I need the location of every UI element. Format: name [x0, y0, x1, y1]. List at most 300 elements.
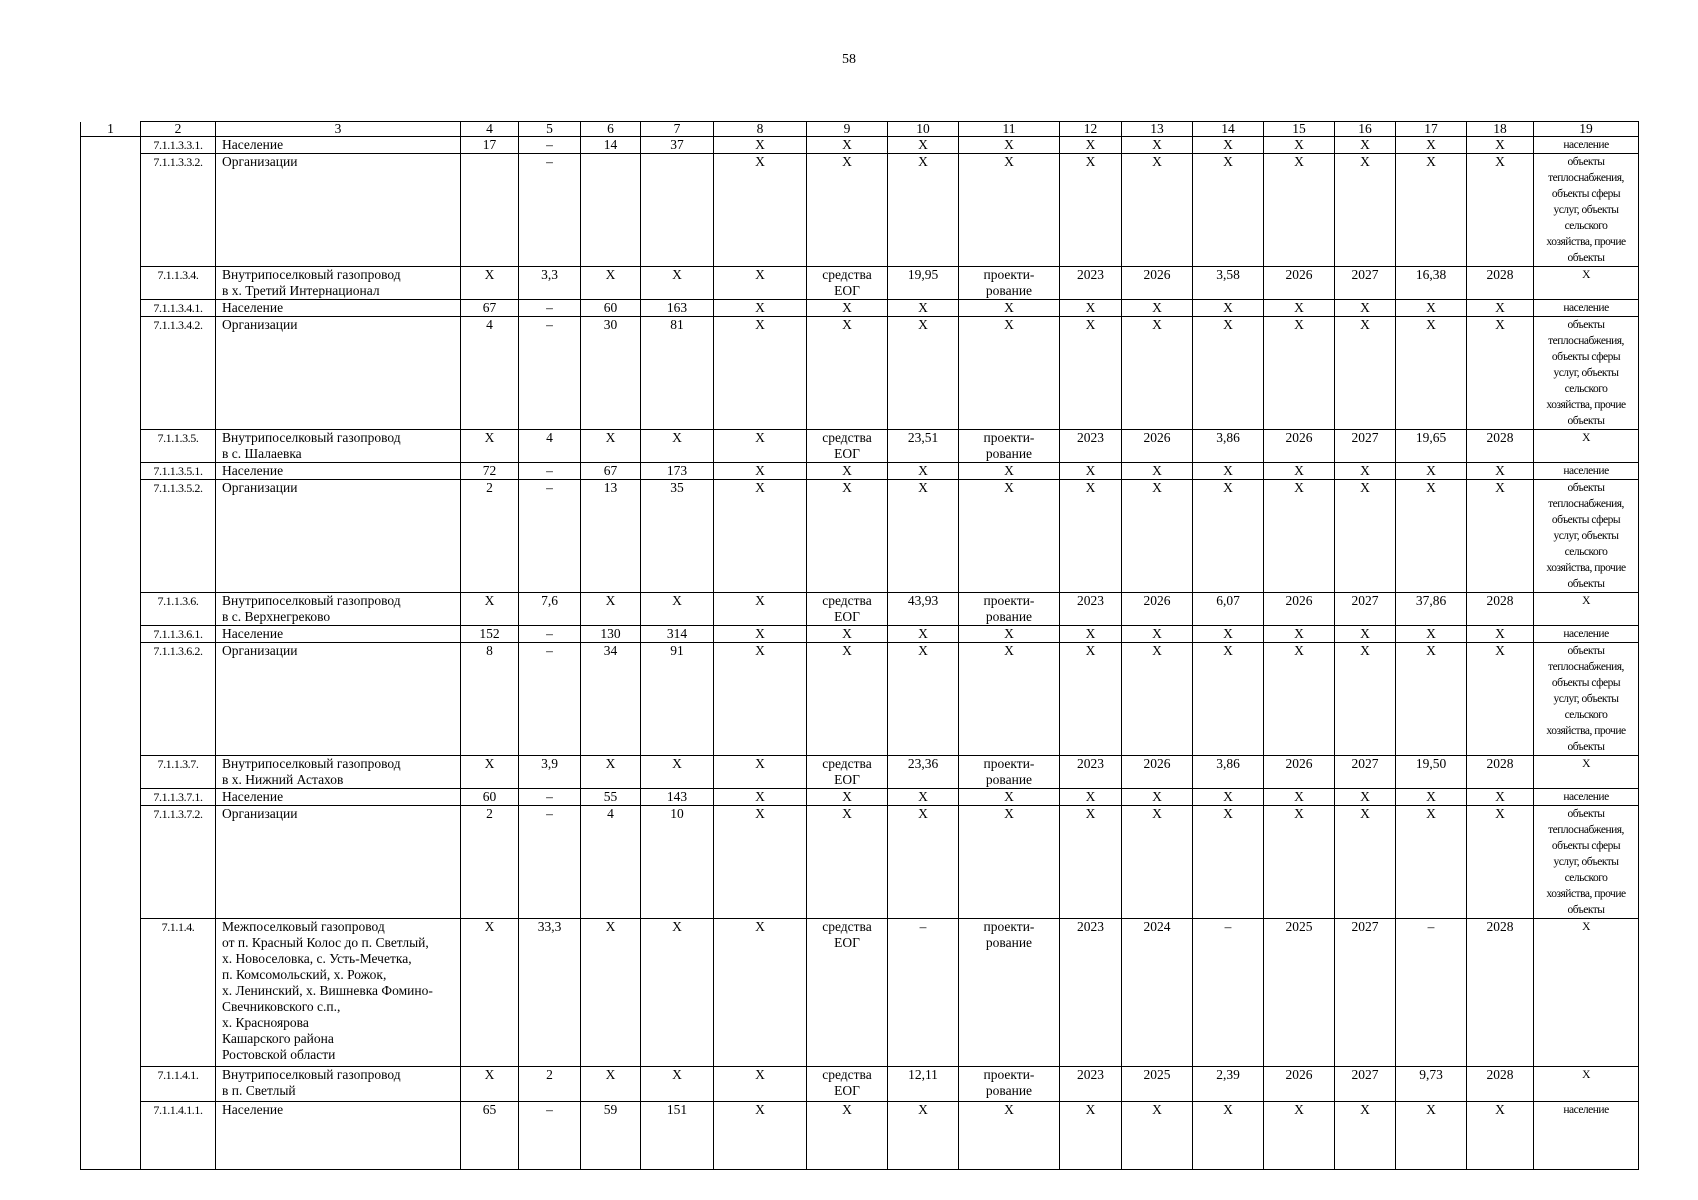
table-cell: Внутрипоселковый газопровод в п. Светлый: [216, 1067, 461, 1102]
table-cell: X: [888, 154, 959, 267]
table-cell: [461, 154, 519, 267]
table-cell: X: [1264, 480, 1335, 593]
table-cell: X: [807, 317, 888, 430]
table-cell: X: [1264, 806, 1335, 919]
table-cell: средства ЕОГ: [807, 756, 888, 789]
table-cell: X: [714, 919, 807, 1067]
table-cell: X: [959, 480, 1060, 593]
table-cell: проекти- рование: [959, 430, 1060, 463]
table-cell: 37: [641, 137, 714, 154]
table-cell: X: [641, 1067, 714, 1102]
table-cell: 7,6: [519, 593, 581, 626]
table-cell: X: [461, 919, 519, 1067]
table-cell: X: [888, 137, 959, 154]
table-cell: объекты теплоснабжения, объекты сферы услуг, объекты сельского хозяйства, прочие объекты: [1534, 154, 1639, 267]
table-cell: X: [714, 806, 807, 919]
table-cell: X: [714, 430, 807, 463]
table-cell: –: [519, 137, 581, 154]
table-cell: X: [461, 756, 519, 789]
table-cell: средства ЕОГ: [807, 919, 888, 1067]
table-cell: 314: [641, 626, 714, 643]
table-cell: 2023: [1060, 1067, 1122, 1102]
table-cell: X: [1396, 463, 1467, 480]
table-cell: X: [807, 789, 888, 806]
table-row: [81, 806, 1639, 919]
table-cell: X: [1060, 463, 1122, 480]
table-cell: X: [581, 1067, 641, 1102]
table-cell: X: [1396, 626, 1467, 643]
table-cell: Внутрипоселковый газопровод в с. Шалаевка: [216, 430, 461, 463]
table-cell: Население: [216, 463, 461, 480]
table-cell: X: [641, 756, 714, 789]
table-cell: X: [959, 643, 1060, 756]
table-cell: 7.1.1.4.1.1.: [141, 1102, 216, 1170]
empty-cell: [81, 1067, 141, 1102]
table-cell: X: [1534, 756, 1639, 789]
table-cell: X: [1467, 154, 1534, 267]
table-cell: X: [714, 789, 807, 806]
table-cell: 7.1.1.3.7.2.: [141, 806, 216, 919]
table-cell: X: [1467, 137, 1534, 154]
table-cell: 7.1.1.4.1.: [141, 1067, 216, 1102]
table-cell: X: [641, 430, 714, 463]
empty-cell: [81, 154, 141, 267]
table-cell: X: [1467, 463, 1534, 480]
table-cell: X: [1534, 430, 1639, 463]
table-cell: 13: [581, 480, 641, 593]
table-cell: X: [1396, 806, 1467, 919]
table-cell: X: [888, 463, 959, 480]
table-cell: X: [1467, 806, 1534, 919]
column-header: 6: [581, 122, 641, 137]
table-cell: объекты теплоснабжения, объекты сферы услуг, объекты сельского хозяйства, прочие объекты: [1534, 643, 1639, 756]
table-cell: X: [1335, 789, 1396, 806]
table-cell: X: [1264, 317, 1335, 430]
table-cell: 2028: [1467, 1067, 1534, 1102]
table-cell: 2027: [1335, 1067, 1396, 1102]
table-cell: X: [1060, 154, 1122, 267]
table-cell: X: [714, 1067, 807, 1102]
table-cell: X: [1060, 789, 1122, 806]
table-cell: –: [519, 789, 581, 806]
table-cell: 7.1.1.3.5.: [141, 430, 216, 463]
table-cell: X: [461, 593, 519, 626]
table-cell: 2027: [1335, 430, 1396, 463]
empty-cell: [81, 756, 141, 789]
table-cell: X: [1396, 1102, 1467, 1170]
table-cell: 2025: [1122, 1067, 1193, 1102]
table-cell: X: [1060, 300, 1122, 317]
table-cell: X: [1060, 1102, 1122, 1170]
table-cell: 2026: [1122, 756, 1193, 789]
table-cell: X: [888, 300, 959, 317]
table-cell: X: [1264, 643, 1335, 756]
empty-cell: [81, 1102, 141, 1170]
column-header: 8: [714, 122, 807, 137]
table-cell: 2: [519, 1067, 581, 1102]
table-cell: X: [1060, 137, 1122, 154]
table-cell: X: [888, 643, 959, 756]
table-cell: X: [714, 154, 807, 267]
empty-cell: [81, 593, 141, 626]
table-cell: X: [1264, 1102, 1335, 1170]
table-cell: –: [519, 643, 581, 756]
table-cell: X: [807, 137, 888, 154]
table-cell: X: [581, 430, 641, 463]
column-header: 3: [216, 122, 461, 137]
table-cell: X: [1122, 480, 1193, 593]
table-cell: [581, 154, 641, 267]
table-cell: X: [461, 1067, 519, 1102]
table-cell: X: [714, 267, 807, 300]
table-cell: 67: [581, 463, 641, 480]
table-cell: –: [519, 1102, 581, 1170]
table-cell: 2026: [1122, 430, 1193, 463]
empty-cell: [81, 463, 141, 480]
table-cell: население: [1534, 1102, 1639, 1170]
column-header: 9: [807, 122, 888, 137]
table-cell: 7.1.1.3.4.1.: [141, 300, 216, 317]
table-cell: X: [888, 317, 959, 430]
table-cell: 2027: [1335, 267, 1396, 300]
table-cell: Население: [216, 300, 461, 317]
table-cell: X: [714, 593, 807, 626]
table-cell: Население: [216, 626, 461, 643]
table-cell: 2027: [1335, 919, 1396, 1067]
table-cell: X: [1193, 463, 1264, 480]
table-cell: 33,3: [519, 919, 581, 1067]
table-cell: проекти- рование: [959, 267, 1060, 300]
table-row: [81, 154, 1639, 267]
table-cell: 34: [581, 643, 641, 756]
table-cell: X: [1534, 919, 1639, 1067]
table-cell: X: [1060, 480, 1122, 593]
table-cell: 2023: [1060, 267, 1122, 300]
table-cell: X: [888, 626, 959, 643]
table-cell: 6,07: [1193, 593, 1264, 626]
table-cell: –: [888, 919, 959, 1067]
table-row: [81, 480, 1639, 593]
empty-cell: [81, 300, 141, 317]
table-cell: X: [1396, 480, 1467, 593]
table-cell: 60: [461, 789, 519, 806]
table-cell: –: [519, 626, 581, 643]
table-cell: X: [714, 463, 807, 480]
table-cell: X: [1193, 137, 1264, 154]
column-header: 19: [1534, 122, 1639, 137]
table-cell: X: [1122, 154, 1193, 267]
table-cell: X: [1060, 643, 1122, 756]
column-header: 1: [81, 122, 141, 137]
empty-cell: [81, 643, 141, 756]
table-cell: 60: [581, 300, 641, 317]
table-cell: X: [959, 137, 1060, 154]
table-cell: 12,11: [888, 1067, 959, 1102]
table-cell: 143: [641, 789, 714, 806]
table-cell: 23,51: [888, 430, 959, 463]
table-cell: 7.1.1.3.6.: [141, 593, 216, 626]
table-cell: X: [807, 643, 888, 756]
table-cell: средства ЕОГ: [807, 267, 888, 300]
table-cell: X: [714, 300, 807, 317]
column-header: 4: [461, 122, 519, 137]
table-cell: 2027: [1335, 756, 1396, 789]
table-row: [81, 1067, 1639, 1102]
table-cell: X: [1193, 300, 1264, 317]
column-header: 13: [1122, 122, 1193, 137]
table-cell: 2026: [1264, 1067, 1335, 1102]
table-cell: 152: [461, 626, 519, 643]
table-cell: X: [888, 806, 959, 919]
table-cell: X: [1122, 626, 1193, 643]
table-cell: X: [807, 626, 888, 643]
table-cell: –: [519, 806, 581, 919]
table-cell: проекти- рование: [959, 919, 1060, 1067]
table-cell: X: [1122, 463, 1193, 480]
table-cell: X: [1264, 789, 1335, 806]
table-cell: X: [714, 1102, 807, 1170]
column-header: 10: [888, 122, 959, 137]
empty-cell: [81, 137, 141, 154]
column-header: 18: [1467, 122, 1534, 137]
table-cell: 55: [581, 789, 641, 806]
table-cell: X: [1396, 300, 1467, 317]
table-cell: объекты теплоснабжения, объекты сферы услуг, объекты сельского хозяйства, прочие объекты: [1534, 317, 1639, 430]
table-cell: X: [1193, 480, 1264, 593]
table-cell: X: [641, 267, 714, 300]
table-cell: 2023: [1060, 593, 1122, 626]
table-cell: X: [1193, 806, 1264, 919]
table-cell: 7.1.1.4.: [141, 919, 216, 1067]
table-cell: X: [807, 806, 888, 919]
table-cell: 7.1.1.3.7.1.: [141, 789, 216, 806]
column-header: 2: [141, 122, 216, 137]
table-cell: 4: [461, 317, 519, 430]
empty-cell: [81, 317, 141, 430]
table-cell: X: [1122, 789, 1193, 806]
table-cell: X: [959, 789, 1060, 806]
empty-cell: [81, 626, 141, 643]
table-cell: 43,93: [888, 593, 959, 626]
table-cell: X: [1396, 789, 1467, 806]
table-cell: 130: [581, 626, 641, 643]
table-cell: X: [1335, 1102, 1396, 1170]
table-cell: 3,58: [1193, 267, 1264, 300]
page-number: 58: [842, 52, 856, 67]
table-cell: X: [1335, 626, 1396, 643]
table-cell: X: [807, 480, 888, 593]
table-cell: X: [888, 1102, 959, 1170]
table-cell: X: [1060, 806, 1122, 919]
table-cell: X: [1122, 300, 1193, 317]
data-table: [80, 121, 1639, 1170]
table-cell: X: [1060, 317, 1122, 430]
table-cell: X: [1060, 626, 1122, 643]
table-cell: X: [1122, 317, 1193, 430]
table-cell: проекти- рование: [959, 593, 1060, 626]
table-cell: Внутрипоселковый газопровод в с. Верхнегреково: [216, 593, 461, 626]
table-cell: X: [1264, 154, 1335, 267]
table-cell: 7.1.1.3.4.: [141, 267, 216, 300]
table-cell: X: [714, 137, 807, 154]
table-cell: X: [714, 626, 807, 643]
table-cell: Внутрипоселковый газопровод в х. Нижний Астахов: [216, 756, 461, 789]
table-cell: 3,3: [519, 267, 581, 300]
table-cell: 7.1.1.3.5.1.: [141, 463, 216, 480]
table-cell: 17: [461, 137, 519, 154]
table-cell: население: [1534, 137, 1639, 154]
table-cell: 8: [461, 643, 519, 756]
table-cell: 7.1.1.3.5.2.: [141, 480, 216, 593]
column-header: 16: [1335, 122, 1396, 137]
table-cell: X: [1534, 267, 1639, 300]
table-cell: 19,65: [1396, 430, 1467, 463]
table-cell: X: [959, 463, 1060, 480]
table-cell: 2023: [1060, 756, 1122, 789]
column-header: 11: [959, 122, 1060, 137]
empty-cell: [81, 806, 141, 919]
table-cell: 2025: [1264, 919, 1335, 1067]
table-cell: X: [1467, 1102, 1534, 1170]
table-cell: 65: [461, 1102, 519, 1170]
table-cell: Население: [216, 789, 461, 806]
table-cell: 35: [641, 480, 714, 593]
table-cell: Внутрипоселковый газопровод в х. Третий Интернационал: [216, 267, 461, 300]
table-cell: X: [807, 154, 888, 267]
empty-cell: [81, 480, 141, 593]
table-cell: 2023: [1060, 919, 1122, 1067]
table-cell: X: [641, 919, 714, 1067]
table-cell: X: [1335, 154, 1396, 267]
table-cell: 7.1.1.3.6.1.: [141, 626, 216, 643]
table-cell: X: [1467, 300, 1534, 317]
table-cell: 23,36: [888, 756, 959, 789]
table-cell: X: [714, 317, 807, 430]
table-cell: 37,86: [1396, 593, 1467, 626]
table-cell: 10: [641, 806, 714, 919]
table-cell: 7.1.1.3.3.2.: [141, 154, 216, 267]
table-cell: объекты теплоснабжения, объекты сферы услуг, объекты сельского хозяйства, прочие объекты: [1534, 480, 1639, 593]
table-cell: Межпоселковый газопровод от п. Красный Колос до п. Светлый, х. Новоселовка, с. Усть-Мечетка, п. Комсомольский, х. Рожок, х. Ленинский, х. Вишневка Фомино- Свечниковского с.п., х. Красноярова Кашарского района Ростовской области: [216, 919, 461, 1067]
table-cell: X: [1122, 643, 1193, 756]
table-cell: средства ЕОГ: [807, 593, 888, 626]
table-cell: X: [581, 756, 641, 789]
table-cell: X: [1534, 593, 1639, 626]
table-cell: 14: [581, 137, 641, 154]
table-cell: население: [1534, 463, 1639, 480]
table-cell: X: [1122, 806, 1193, 919]
table-cell: население: [1534, 626, 1639, 643]
table-cell: 2: [461, 480, 519, 593]
table-cell: X: [1467, 317, 1534, 430]
table-cell: 2026: [1264, 430, 1335, 463]
table-cell: –: [519, 480, 581, 593]
table-cell: Организации: [216, 806, 461, 919]
table-cell: Организации: [216, 643, 461, 756]
table-cell: X: [888, 789, 959, 806]
table-cell: проекти- рование: [959, 756, 1060, 789]
table-cell: 2,39: [1193, 1067, 1264, 1102]
table-cell: 7.1.1.3.7.: [141, 756, 216, 789]
table-row: [81, 919, 1639, 1067]
table-cell: X: [1335, 317, 1396, 430]
table-cell: 173: [641, 463, 714, 480]
table-cell: X: [581, 267, 641, 300]
table-cell: 2028: [1467, 593, 1534, 626]
table-cell: население: [1534, 789, 1639, 806]
table-cell: 72: [461, 463, 519, 480]
table-cell: [641, 154, 714, 267]
table-cell: 59: [581, 1102, 641, 1170]
table-cell: 9,73: [1396, 1067, 1467, 1102]
table-cell: Организации: [216, 154, 461, 267]
empty-cell: [81, 919, 141, 1067]
column-header: 7: [641, 122, 714, 137]
table-row: [81, 137, 1639, 154]
table-cell: 2026: [1264, 267, 1335, 300]
table-cell: 151: [641, 1102, 714, 1170]
table-cell: X: [714, 756, 807, 789]
table-cell: X: [1534, 1067, 1639, 1102]
table-row: [81, 626, 1639, 643]
table-row: [81, 756, 1639, 789]
empty-cell: [81, 430, 141, 463]
table-cell: –: [1396, 919, 1467, 1067]
table-cell: X: [1396, 137, 1467, 154]
table-cell: X: [1264, 137, 1335, 154]
table-cell: 19,50: [1396, 756, 1467, 789]
table-row: [81, 267, 1639, 300]
table-cell: X: [807, 1102, 888, 1170]
table-cell: –: [519, 300, 581, 317]
table-cell: 2027: [1335, 593, 1396, 626]
table-cell: 163: [641, 300, 714, 317]
table-cell: X: [959, 154, 1060, 267]
table-cell: 19,95: [888, 267, 959, 300]
table-cell: Организации: [216, 317, 461, 430]
table-cell: X: [1467, 480, 1534, 593]
table-cell: 30: [581, 317, 641, 430]
table-cell: 4: [581, 806, 641, 919]
table-row: [81, 317, 1639, 430]
table-row: [81, 463, 1639, 480]
table-cell: X: [641, 593, 714, 626]
table-cell: 7.1.1.3.4.2.: [141, 317, 216, 430]
table-cell: X: [807, 463, 888, 480]
table-cell: проекти- рование: [959, 1067, 1060, 1102]
table-header-row: [81, 122, 1639, 137]
table-cell: X: [1335, 643, 1396, 756]
table-cell: X: [714, 480, 807, 593]
table-cell: 91: [641, 643, 714, 756]
table-cell: X: [888, 480, 959, 593]
table-cell: X: [581, 919, 641, 1067]
column-header: 14: [1193, 122, 1264, 137]
table-cell: Население: [216, 1102, 461, 1170]
table-cell: X: [959, 1102, 1060, 1170]
table-cell: X: [1467, 789, 1534, 806]
table-cell: Организации: [216, 480, 461, 593]
column-header: 17: [1396, 122, 1467, 137]
table-cell: X: [1264, 463, 1335, 480]
table-cell: X: [807, 300, 888, 317]
table-cell: X: [959, 317, 1060, 430]
table-cell: 2026: [1122, 267, 1193, 300]
table-row: [81, 593, 1639, 626]
table-cell: X: [1122, 137, 1193, 154]
table-cell: 81: [641, 317, 714, 430]
column-header: 12: [1060, 122, 1122, 137]
